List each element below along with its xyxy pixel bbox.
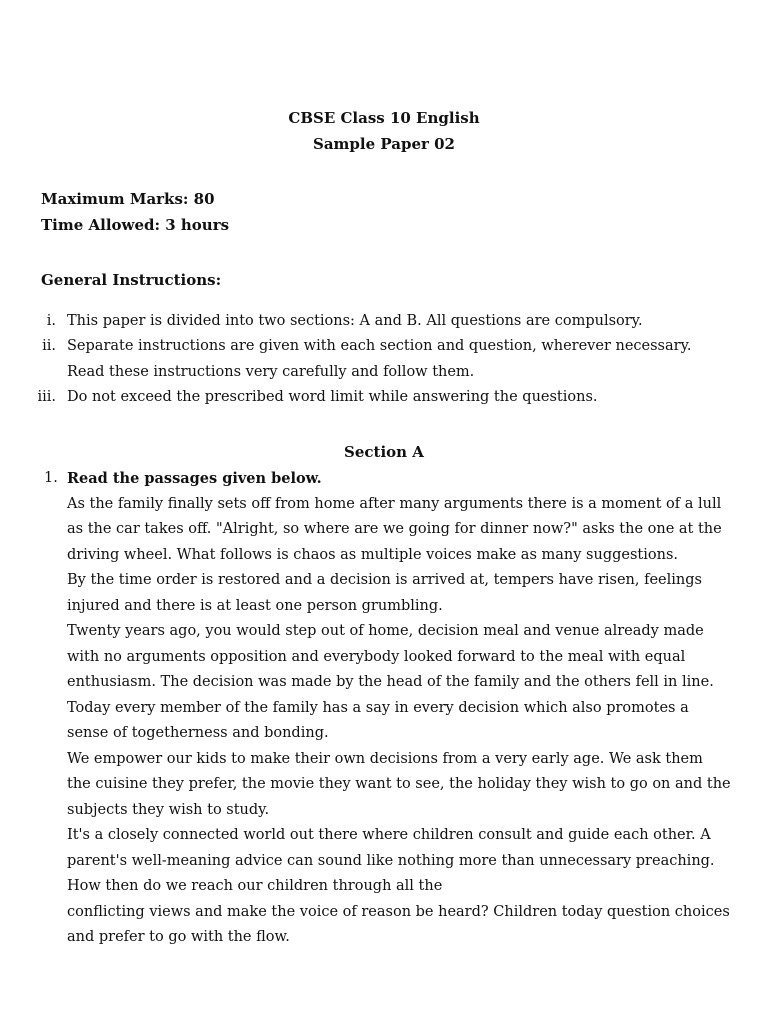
passage-line: driving wheel. What follows is chaos as multiple voices make as many suggestions. [67, 546, 678, 563]
document-subtitle: Sample Paper 02 [312, 134, 455, 153]
instruction-line: Read these instructions very carefully and follow them. [67, 363, 475, 380]
passage-line: sense of togetherness and bonding. [67, 725, 329, 741]
passage-line: It's a closely connected world out there where children consult and guide each other. A [67, 827, 711, 843]
passage-line: By the time order is restored and a decision is arrived at, tempers have risen, feelings [67, 572, 702, 588]
passage-line: As the family finally sets off from home after many arguments there is a moment of a lull [67, 495, 722, 512]
general-instructions-heading: General Instructions: [41, 271, 222, 289]
maximum-marks: Maximum Marks: 80 [41, 190, 215, 208]
instruction-item [0, 385, 707, 410]
instruction-line: Do not exceed the prescribed word limit while answering the questions. [67, 388, 598, 405]
question-title: Read the passages given below. [67, 470, 322, 487]
instruction-number: i. [46, 313, 56, 329]
section-a-heading: Section A [344, 443, 424, 461]
passage-line: How then do we reach our children through all the [67, 878, 443, 894]
question-number: 1. [44, 470, 58, 486]
instruction-number: iii. [37, 388, 56, 405]
instruction-item [0, 309, 707, 334]
exam-meta [41, 187, 229, 238]
instruction-line: This paper is divided into two sections: A and B. All questions are compulsory. [67, 313, 643, 329]
passage-line: parent's well-meaning advice can sound like nothing more than unnecessary preaching. [67, 852, 715, 869]
instruction-number: ii. [42, 338, 56, 355]
passage-line: injured and there is at least one person grumbling. [67, 597, 443, 614]
passage-line: We empower our kids to make their own decisions from a very early age. We ask them [67, 750, 703, 767]
passage-line: Twenty years ago, you would step out of home, decision meal and venue already made [67, 623, 704, 639]
passage-line: enthusiasm. The decision was made by the head of the family and the others fell in line. [67, 674, 714, 690]
instruction-list [0, 309, 768, 410]
time-allowed: Time Allowed: 3 hours [41, 215, 230, 234]
passage-line: subjects they wish to study. [67, 801, 270, 818]
passage [67, 492, 737, 951]
passage-line: as the car takes off. "Alright, so where are we going for dinner now?" asks the one at the [67, 521, 722, 537]
passage-line: and prefer to go with the flow. [67, 929, 290, 945]
instruction-line: Separate instructions are given with each section and question, wherever necessary. [67, 338, 692, 355]
instruction-item [0, 334, 707, 385]
question-block [67, 466, 737, 951]
document-title: CBSE Class 10 English [288, 109, 480, 127]
passage-line: with no arguments opposition and everybody looked forward to the meal with equal [67, 648, 686, 665]
title-block [0, 106, 768, 157]
passage-line: Today every member of the family has a say in every decision which also promotes a [67, 699, 689, 716]
passage-line: conflicting views and make the voice of reason be heard? Children today question choices [67, 903, 730, 920]
passage-line: the cuisine they prefer, the movie they want to see, the holiday they wish to go on and the [67, 776, 731, 792]
